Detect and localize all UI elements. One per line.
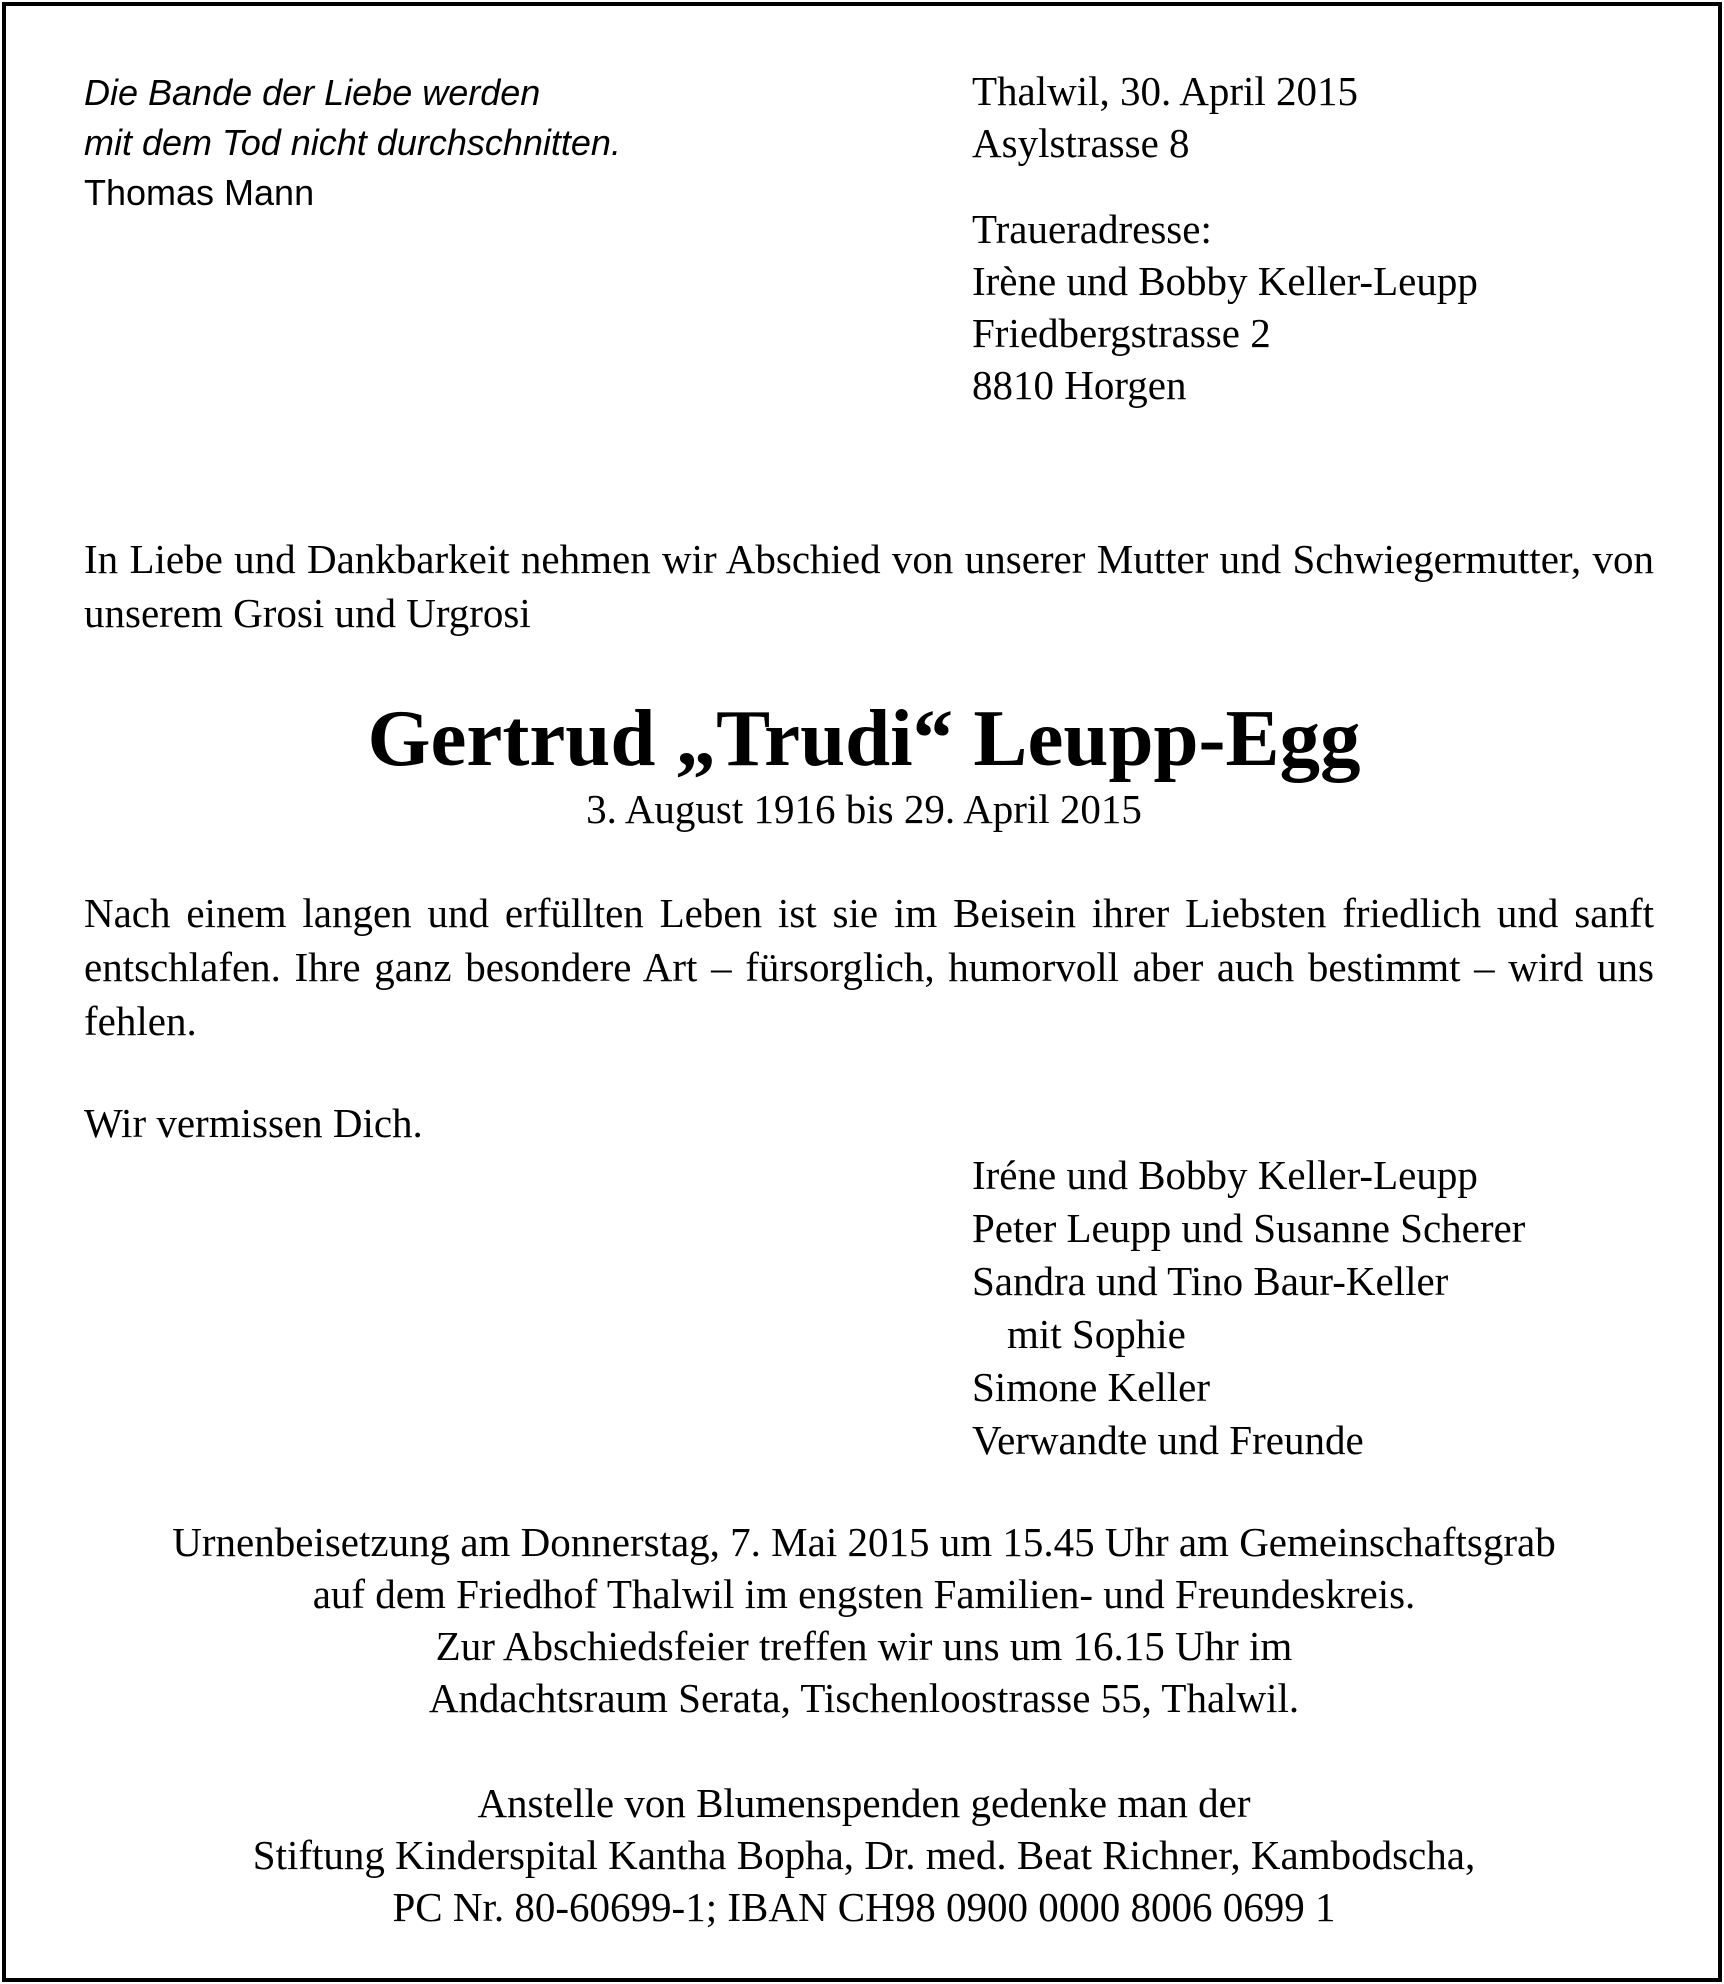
donation-notice: [6, 1777, 1722, 1933]
miss-text: Wir vermissen Dich.: [84, 1100, 423, 1146]
burial-line: Zur Abschiedsfeier treffen wir uns um 16.15 Uhr im: [435, 1623, 1293, 1669]
contact-city: 8810 Horgen: [972, 362, 1187, 408]
donation-line: PC Nr. 80-60699-1; IBAN CH98 0900 0000 8006 0699 1: [392, 1884, 1336, 1930]
obituary-frame: [2, 2, 1722, 1982]
burial-notice: [6, 1516, 1722, 1724]
family-member: Sandra und Tino Baur-Keller: [972, 1258, 1449, 1304]
family-member: mit Sophie: [1007, 1311, 1186, 1357]
quote-line-2: mit dem Tod nicht durchschnitten.: [84, 122, 621, 163]
place-date: Thalwil, 30. April 2015: [972, 68, 1359, 114]
body-text: Nach einem langen und erfüllten Leben ist sie im Beisein ihrer Liebsten friedlich und sanft entschlafen. Ihre ganz besondere Art – fürsorglich, humorvoll aber auch bestimmt – wird uns fehlen.: [84, 890, 1654, 1044]
address-block: [972, 65, 1478, 411]
donation-line: Anstelle von Blumenspenden gedenke man der: [477, 1780, 1251, 1826]
family-member: Peter Leupp und Susanne Scherer: [972, 1205, 1526, 1251]
contact-name: Irène und Bobby Keller-Leupp: [972, 258, 1478, 304]
quote-author: Thomas Mann: [84, 172, 315, 213]
burial-line: Andachtsraum Serata, Tischenloostrasse 55, Thalwil.: [428, 1675, 1300, 1721]
street: Asylstrasse 8: [972, 120, 1190, 166]
intro-text: In Liebe und Dankbarkeit nehmen wir Abschied von unserer Mutter und Schwiegermutter, von unserem Grosi und Urgrosi: [84, 536, 1654, 636]
quote-block: [84, 68, 621, 218]
contact-street: Friedbergstrasse 2: [972, 310, 1271, 356]
family-member: Simone Keller: [972, 1364, 1210, 1410]
donation-line: Stiftung Kinderspital Kantha Bopha, Dr. med. Beat Richner, Kambodscha,: [252, 1832, 1476, 1878]
deceased-name: Gertrud „Trudi“ Leupp-Egg: [367, 693, 1361, 783]
mourning-address-label: Traueradresse:: [972, 206, 1212, 252]
life-dates: 3. August 1916 bis 29. April 2015: [586, 786, 1142, 832]
quote-line-1: Die Bande der Liebe werden: [84, 72, 541, 113]
family-list: [972, 1149, 1525, 1467]
family-member: Verwandte und Freunde: [972, 1417, 1364, 1463]
family-member: Iréne und Bobby Keller-Leupp: [972, 1152, 1478, 1198]
burial-line: Urnenbeisetzung am Donnerstag, 7. Mai 2015 um 15.45 Uhr am Gemeinschaftsgrab: [172, 1519, 1556, 1565]
burial-line: auf dem Friedhof Thalwil im engsten Familien- und Freundeskreis.: [312, 1571, 1416, 1617]
